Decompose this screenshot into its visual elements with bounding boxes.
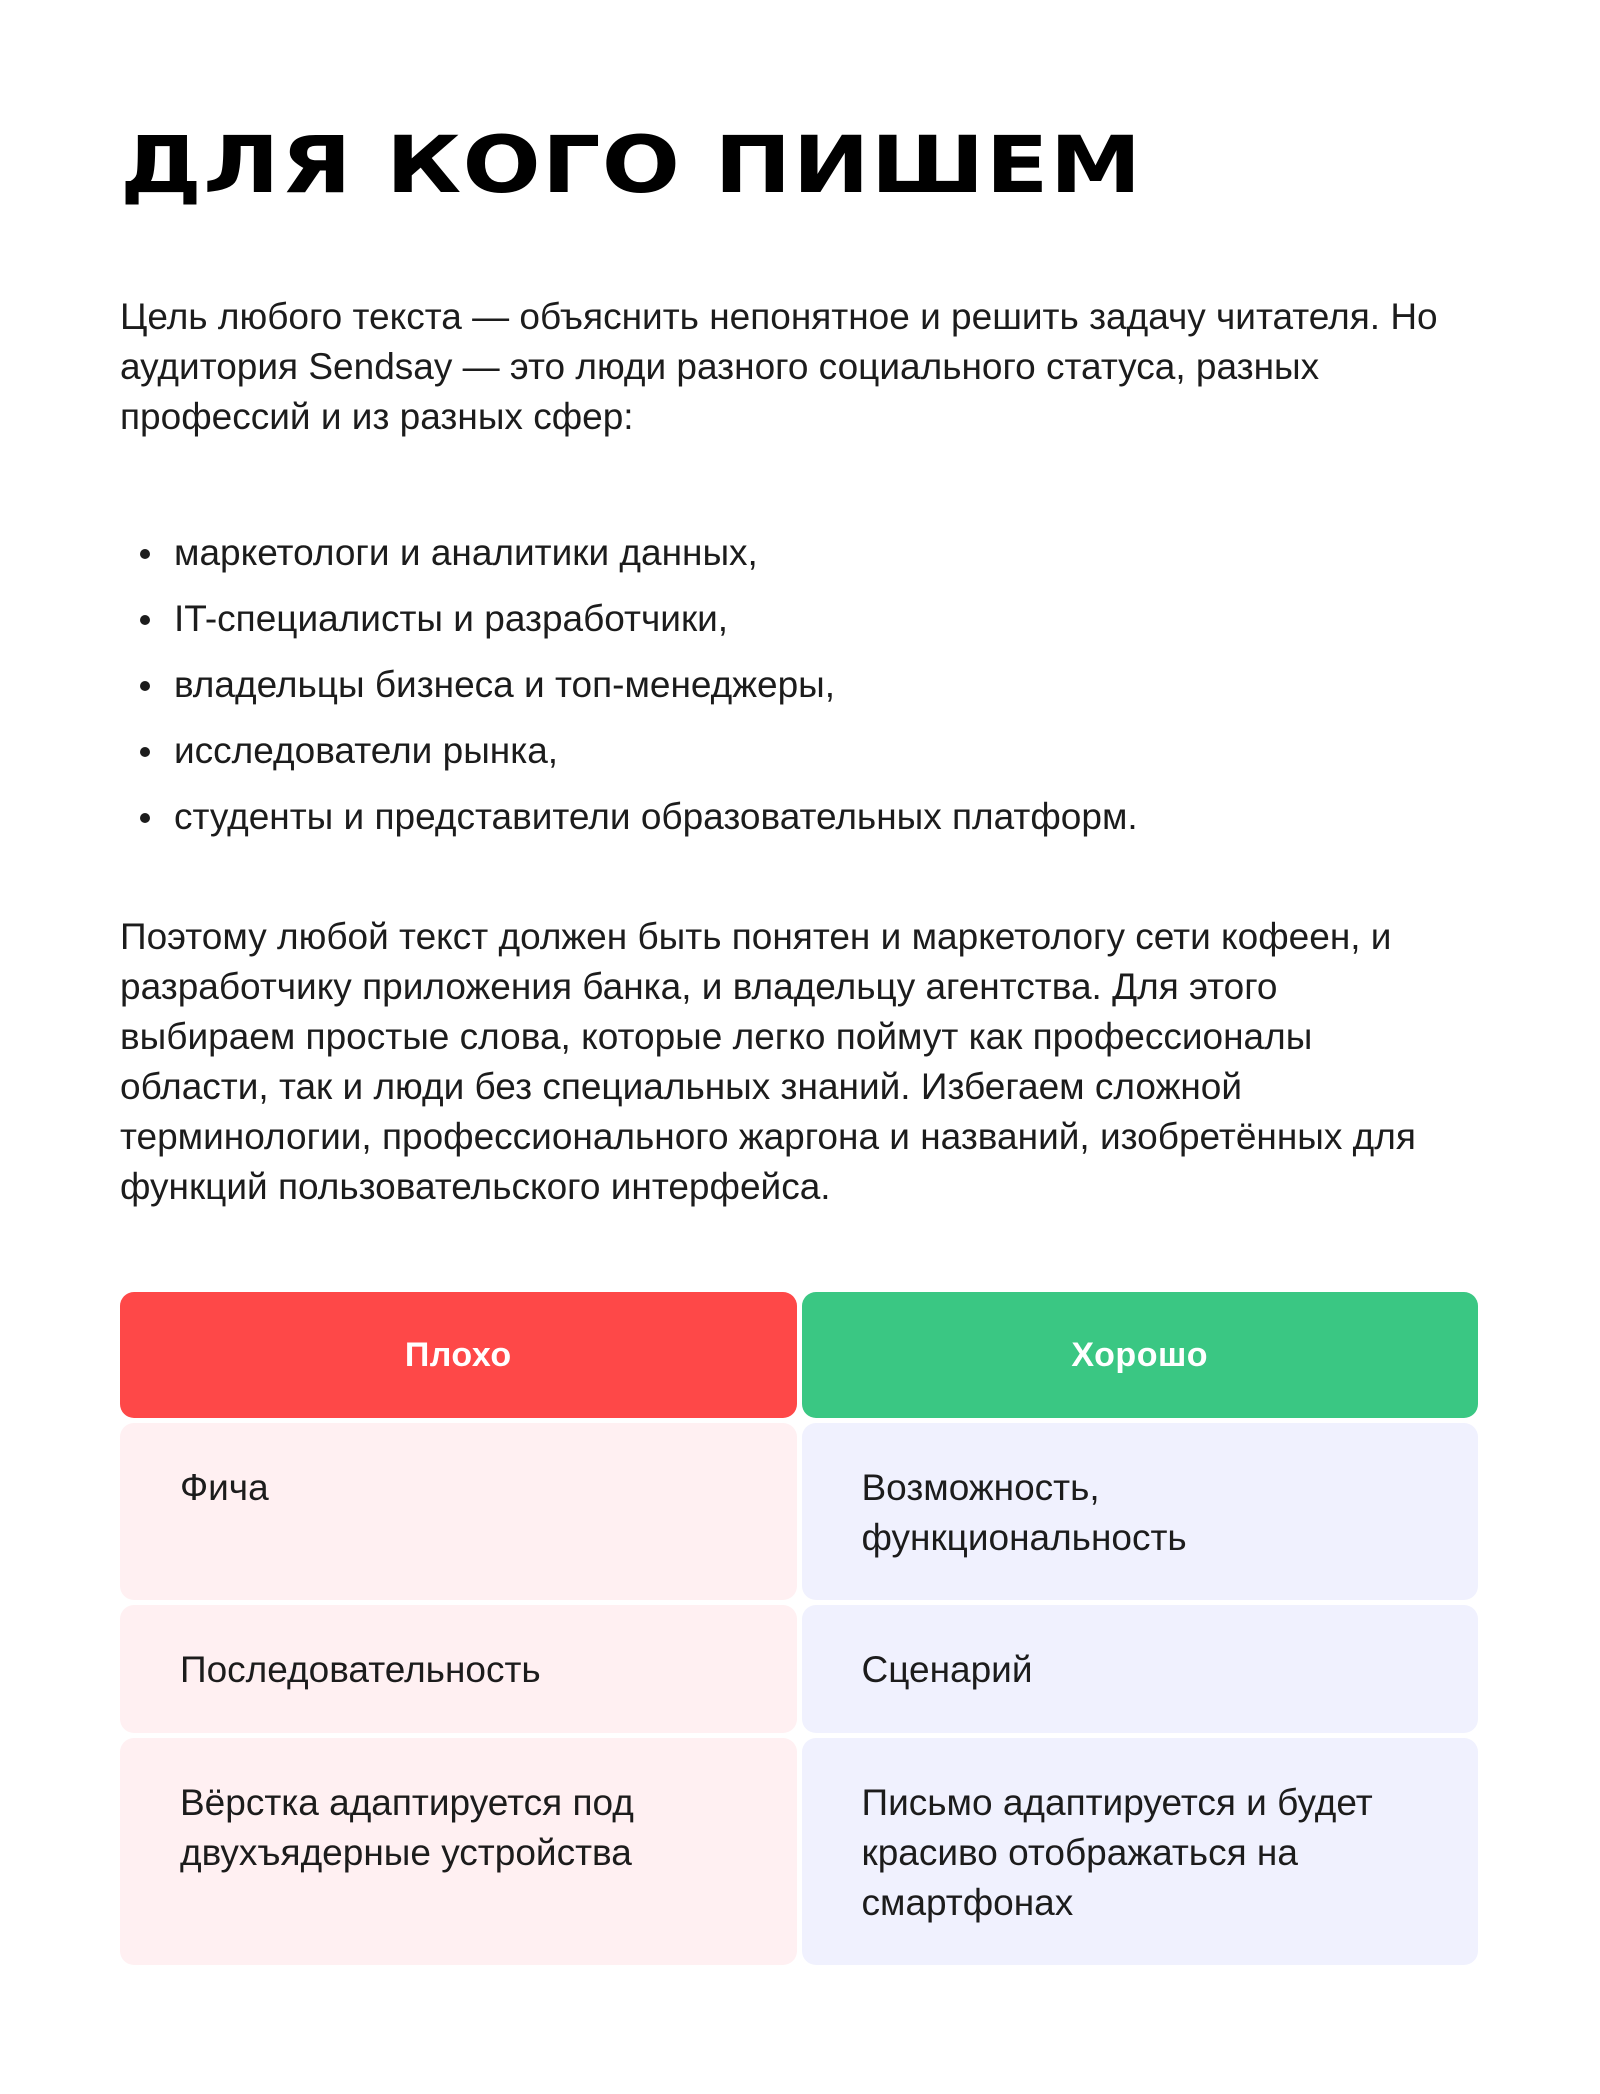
- list-item-text: IT-специалисты и разработчики,: [174, 598, 729, 639]
- bullet-icon: [140, 549, 150, 559]
- bullet-icon: [140, 747, 150, 757]
- bullet-icon: [140, 615, 150, 625]
- list-item: [120, 652, 1138, 718]
- table-row: [120, 1423, 1478, 1600]
- good-example-cell: Сценарий: [802, 1605, 1479, 1733]
- list-item-text: исследователи рынка,: [174, 730, 559, 771]
- list-item: [120, 784, 1138, 850]
- list-item: [120, 520, 1138, 586]
- bad-example-cell: Вёрстка адаптируется под двухъядерные устройства: [120, 1738, 797, 1965]
- header-good: Хорошо: [802, 1292, 1479, 1418]
- bullet-icon: [140, 681, 150, 691]
- table-row: [120, 1738, 1478, 1965]
- list-item-text: владельцы бизнеса и топ-менеджеры,: [174, 664, 836, 705]
- list-item-text: маркетологи и аналитики данных,: [174, 532, 758, 573]
- comparison-table: [120, 1292, 1478, 1970]
- bad-example-cell: Последовательность: [120, 1605, 797, 1733]
- good-example-cell: Письмо адаптируется и будет красиво отображаться на смартфонах: [802, 1738, 1479, 1965]
- list-item: [120, 586, 1138, 652]
- good-example-cell: Возможность, функциональность: [802, 1423, 1479, 1600]
- intro-paragraph: Цель любого текста — объяснить непонятное и решить задачу читателя. Но аудитория Sendsay — это люди разного социального статуса, разных профессий и из разных сфер:: [120, 296, 1438, 437]
- bad-example-cell: Фича: [120, 1423, 797, 1600]
- audience-list: [120, 520, 1138, 850]
- page-title: ДЛЯ КОГО ПИШЕМ: [120, 121, 1143, 211]
- list-item: [120, 718, 1138, 784]
- header-bad: Плохо: [120, 1292, 797, 1418]
- table-header-row: [120, 1292, 1478, 1418]
- list-item-text: студенты и представители образовательных платформ.: [174, 796, 1138, 837]
- bullet-icon: [140, 813, 150, 823]
- outro-paragraph: Поэтому любой текст должен быть понятен и маркетологу сети кофеен, и разработчику приложения банка, и владельцу агентства. Для этого выбираем простые слова, которые легко поймут как профессионалы области, так и люди без специальных знаний. Избегаем сложной терминологии, профессионального жаргона и названий, изобретённых для функций пользовательского интерфейса.: [120, 916, 1416, 1207]
- table-row: [120, 1605, 1478, 1733]
